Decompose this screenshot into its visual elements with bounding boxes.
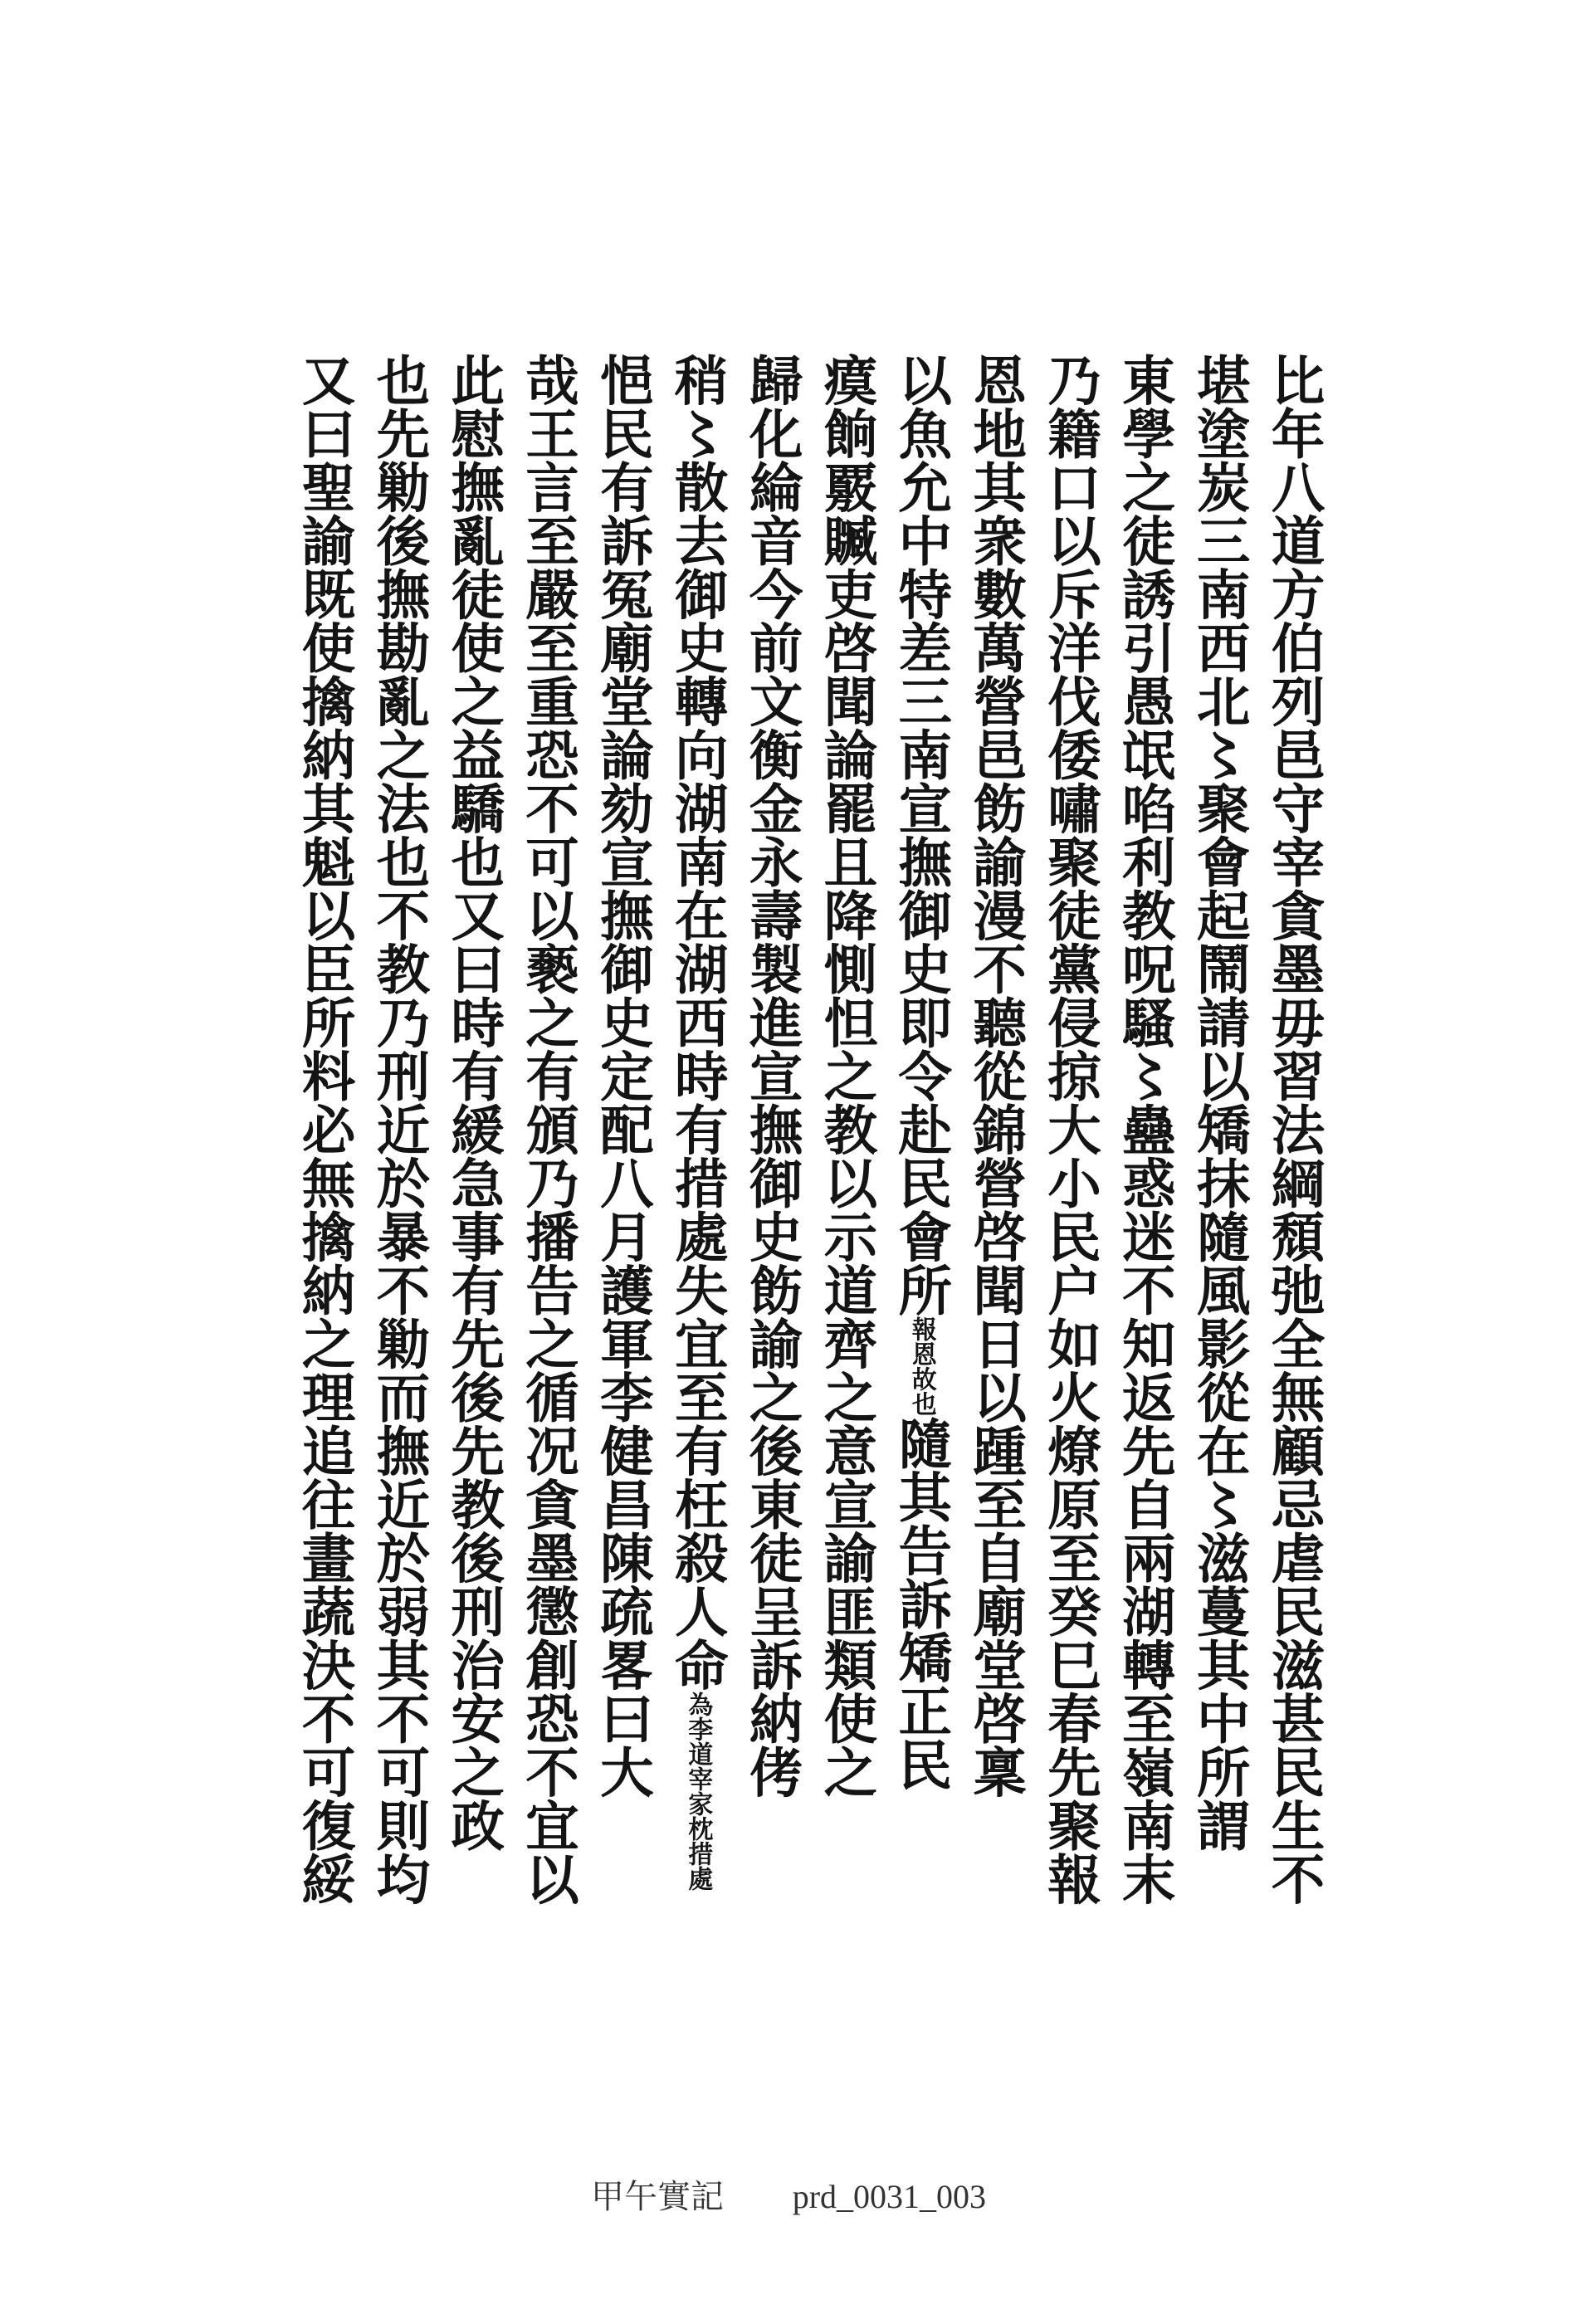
column-text: 比年八道方伯列邑守宰貪墨毋習法綱頹弛全無顧忌虐民滋甚民生不: [1262, 353, 1326, 1906]
column-text: 乃籍口以斥洋伐倭嘯聚徒黨侵掠大小民户如火燎原至癸巳春先聚報: [1038, 353, 1102, 1906]
text-column: [1036, 353, 1104, 1913]
column-text: 此慰撫亂徒使之益驕也又曰時有緩急事有先後先教後刑治安之政: [442, 353, 505, 1852]
text-column: [588, 353, 657, 1913]
text-column: [290, 353, 359, 1913]
text-column: [515, 353, 583, 1913]
page-footer: [0, 2170, 1577, 2218]
column-text: 悒民有訴冤廟堂論劾宣撫御史定配八月護軍李健昌陳疏畧曰大: [591, 353, 655, 1799]
column-text: 瘼餉覈贓吏啓聞論罷且降惻怛之教以示道齊之意宣諭匪類使之: [814, 353, 878, 1799]
vertical-text-block: [290, 353, 1328, 1913]
text-column: [663, 353, 731, 1913]
column-text: 恩地其衆數萬營邑飭諭漫不聽從錦營啓聞日以踵至自廟堂啓稟: [964, 353, 1028, 1799]
interlinear-note: 報恩故也: [906, 1316, 936, 1416]
text-column: [887, 353, 955, 1913]
text-column: [1185, 353, 1253, 1913]
column-text: [663, 353, 731, 1913]
column-text-after-note: 隨其告訴矯正民: [889, 1416, 953, 1791]
column-text-main: 以魚允中特差三南宣撫御史即令赴民會所: [889, 353, 953, 1316]
text-column: [365, 353, 433, 1913]
footer-title: 甲午實記: [590, 2178, 724, 2216]
column-text: 哉王言至嚴至重恐不可以褻之有頒乃播告之循况貪墨懲創恐不宜以: [516, 353, 580, 1906]
text-column: [738, 353, 806, 1913]
text-column: [962, 353, 1030, 1913]
text-column: [440, 353, 508, 1913]
column-text: 歸化綸音今前文衡金永壽製進宣撫御史飭諭之後東徒呈訴納侤: [740, 353, 804, 1799]
interlinear-note: 為李道宰家枕措處: [683, 1691, 713, 1891]
column-text: 東學之徒誘引愚氓啗利教呪騷〻蠱惑迷不知返先自兩湖轉至嶺南末: [1113, 353, 1177, 1906]
column-text: [887, 353, 955, 1913]
footer-code: prd_0031_003: [792, 2178, 987, 2215]
text-column: [1260, 353, 1328, 1913]
text-column: [1111, 353, 1179, 1913]
text-column: [813, 353, 881, 1913]
column-text: 又曰聖諭既使擒納其魁以臣所料必無擒納之理追往畫蔬決不可復綏: [293, 353, 356, 1906]
column-text-main: 稍〻散去御史轉向湖南在湖西時有措處失宜至有枉殺人命: [666, 353, 730, 1692]
column-text: 堪塗炭三南西北〻聚會起鬧請以矯抹隨風影從在〻滋蔓其中所謂: [1188, 353, 1252, 1852]
column-text: 也先勦後撫勘亂之法也不教乃刑近於暴不勦而撫近於弱其不可則均: [367, 353, 431, 1906]
